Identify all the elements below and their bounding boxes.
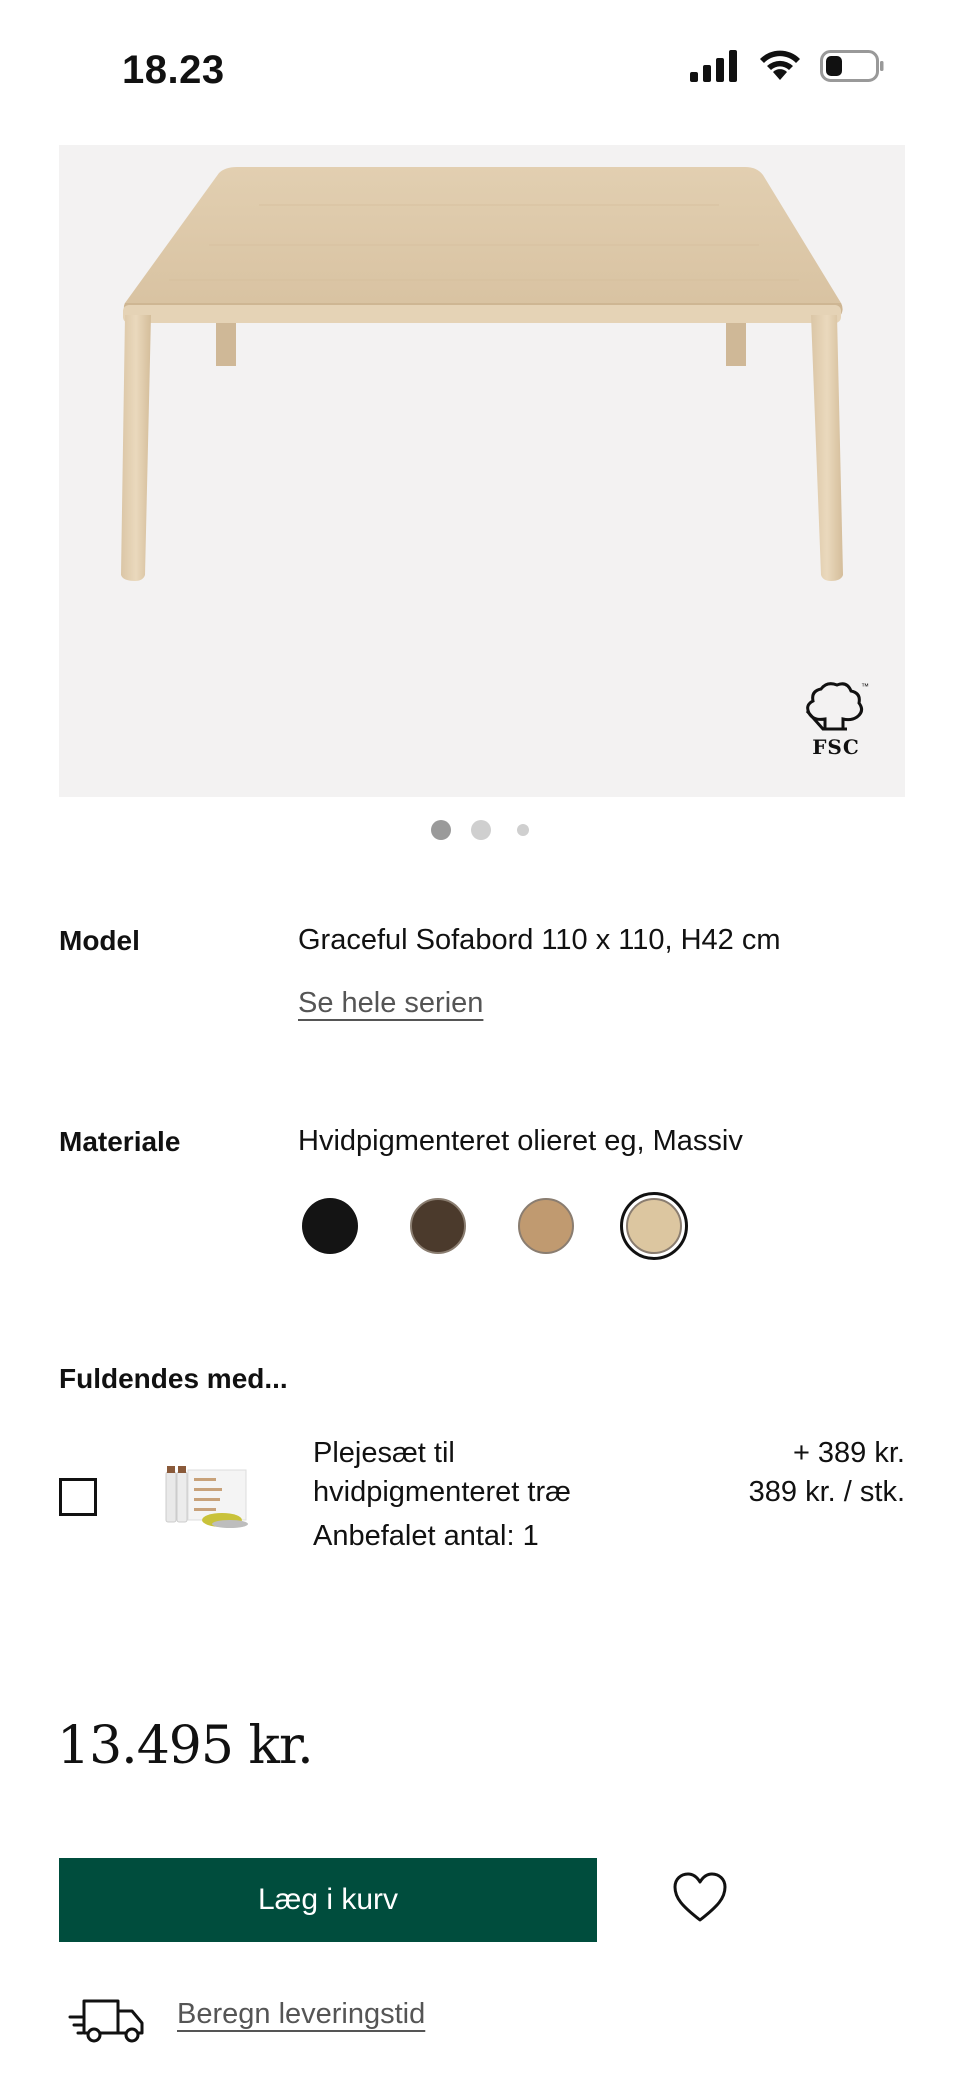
care-kit-image	[158, 1462, 254, 1534]
addon-name: Plejesæt til hvidpigmenteret træ	[313, 1437, 571, 1508]
model-label: Model	[59, 925, 140, 956]
add-to-cart-button[interactable]: Læg i kurv	[59, 1858, 597, 1942]
status-icons	[690, 50, 884, 82]
wifi-icon	[758, 50, 802, 82]
battery-low-icon	[820, 50, 884, 82]
material-value: Hvidpigmenteret olieret eg, Massiv	[298, 1125, 743, 1157]
carousel-dot-3[interactable]	[517, 824, 529, 836]
addon-price-add: + 389 kr.	[792, 1437, 905, 1469]
addon-recommended: Anbefalet antal: 1	[313, 1520, 539, 1552]
swatch-oiled-oak[interactable]	[518, 1198, 574, 1254]
delivery-time-link[interactable]: Beregn leveringstid	[177, 1998, 426, 2030]
fsc-label: FSC	[812, 735, 860, 759]
swatch-black[interactable]	[302, 1198, 358, 1254]
material-swatches	[302, 1198, 688, 1254]
addon-checkbox[interactable]	[59, 1478, 97, 1516]
status-time: 18.23	[122, 48, 225, 92]
swatch-white-pigmented-oak-fill	[626, 1198, 682, 1254]
delivery-truck-icon	[68, 1995, 146, 2045]
heart-icon[interactable]	[672, 1872, 728, 1924]
cellular-signal-icon	[690, 50, 740, 82]
status-bar	[0, 0, 960, 140]
product-image[interactable]	[59, 145, 905, 797]
fsc-badge	[803, 681, 869, 759]
model-value: Graceful Sofabord 110 x 110, H42 cm	[298, 924, 781, 956]
swatch-white-pigmented-oak[interactable]	[620, 1192, 688, 1260]
see-series-link[interactable]: Se hele serien	[298, 987, 484, 1019]
carousel-dots	[0, 820, 960, 840]
carousel-dot-2[interactable]	[471, 820, 491, 840]
carousel-dot-1[interactable]	[431, 820, 451, 840]
fsc-tm: ™	[861, 682, 869, 691]
fsc-tree-icon	[803, 681, 869, 737]
table-photo	[59, 145, 905, 797]
addon-price-unit: 389 kr. / stk.	[748, 1476, 905, 1508]
addon-price	[749, 1434, 905, 1512]
swatch-dark-oak[interactable]	[410, 1198, 466, 1254]
product-price: 13.495 kr.	[57, 1716, 313, 1776]
addons-heading: Fuldendes med...	[59, 1363, 288, 1394]
material-label: Materiale	[59, 1126, 181, 1157]
